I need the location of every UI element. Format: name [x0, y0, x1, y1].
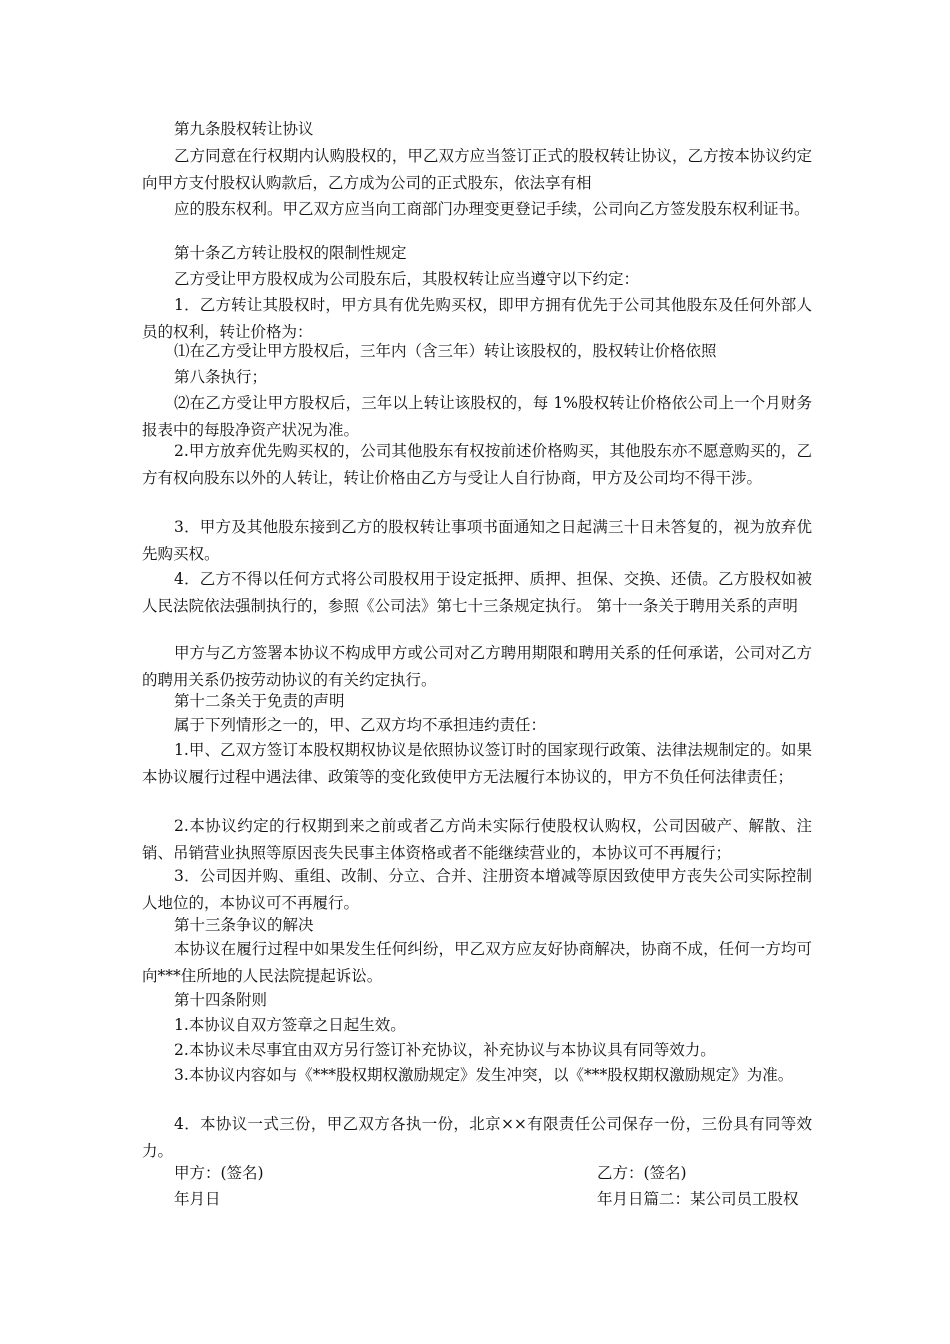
paragraph: 甲方与乙方签署本协议不构成甲方或公司对乙方聘用期限和聘用关系的任何承诺，公司对乙方的聘用关系仍按劳动协议的有关约定执行。 [142, 644, 812, 689]
paragraph: 3.本协议内容如与《***股权期权激励规定》发生冲突，以《***股权期权激励规定》为准。 [174, 1066, 794, 1084]
paragraph: 2.本协议约定的行权期到来之前或者乙方尚未实际行使股权认购权，公司因破产、解散、注销、吊销营业执照等原因丧失民事主体资格或者不能继续营业的，本协议可不再履行； [142, 817, 812, 862]
paragraph: 1．乙方转让其股权时，甲方具有优先购买权，即甲方拥有优先于公司其他股东及任何外部人员的权利，转让价格为： [142, 296, 812, 341]
paragraph: 乙方受让甲方股权成为公司股东后，其股权转让应当遵守以下约定： [174, 270, 640, 288]
paragraph: 1.本协议自双方签章之日起生效。 [174, 1016, 406, 1034]
paragraph: 3．公司因并购、重组、改制、分立、合并、注册资本增减等原因致使甲方丧失公司实际控制人地位的，本协议可不再履行。 [142, 867, 812, 912]
party-a-date: 年月日 [174, 1190, 221, 1208]
paragraph: 2.甲方放弃优先购买权的，公司其他股东有权按前述价格购买，其他股东亦不愿意购买的，乙方有权向股东以外的人转让，转让价格由乙方与受让人自行协商，甲方及公司均不得干涉。 [142, 442, 812, 487]
section-12-heading: 第十二条关于免责的声明 [174, 692, 345, 710]
paragraph: 1.甲、乙双方签订本股权期权协议是依照协议签订时的国家现行政策、法律法规制定的。如果本协议履行过程中遇法律、政策等的变化致使甲方无法履行本协议的，甲方不负任何法律责任； [142, 741, 812, 786]
paragraph: 本协议在履行过程中如果发生任何纠纷，甲乙双方应友好协商解决，协商不成，任何一方均可向***住所地的人民法院提起诉讼。 [142, 940, 812, 985]
section-13-heading: 第十三条争议的解决 [174, 916, 314, 934]
section-10-heading: 第十条乙方转让股权的限制性规定 [174, 244, 407, 262]
paragraph: 第八条执行； [174, 368, 268, 386]
paragraph: 属于下列情形之一的，甲、乙双方均不承担违约责任： [174, 716, 547, 734]
paragraph: 4．本协议一式三份，甲乙双方各执一份，北京××有限责任公司保存一份，三份具有同等效力。 [142, 1115, 812, 1160]
paragraph: ⑵在乙方受让甲方股权后，三年以上转让该股权的，每 1%股权转让价格依公司上一个月财务报表中的每股净资产状况为准。 [142, 394, 812, 439]
party-b-signature: 乙方：(签名) [597, 1164, 687, 1182]
party-b-date: 年月日篇二：某公司员工股权 [597, 1190, 799, 1208]
paragraph: 2.本协议未尽事宜由双方另行签订补充协议，补充协议与本协议具有同等效力。 [174, 1041, 716, 1059]
paragraph: 乙方同意在行权期内认购股权的，甲乙双方应当签订正式的股权转让协议，乙方按本协议约定向甲方支付股权认购款后，乙方成为公司的正式股东，依法享有相 [142, 147, 812, 192]
paragraph: 3．甲方及其他股东接到乙方的股权转让事项书面通知之日起满三十日未答复的，视为放弃优先购买权。 [142, 518, 812, 563]
paragraph: 4．乙方不得以任何方式将公司股权用于设定抵押、质押、担保、交换、还债。乙方股权如被人民法院依法强制执行的，参照《公司法》第七十三条规定执行。 第十一条关于聘用关系的声明 [142, 570, 812, 615]
section-9-heading: 第九条股权转让协议 [174, 120, 314, 138]
section-14-heading: 第十四条附则 [174, 991, 268, 1009]
paragraph: 应的股东权利。甲乙双方应当向工商部门办理变更登记手续，公司向乙方签发股东权利证书。 [174, 200, 810, 218]
paragraph: ⑴在乙方受让甲方股权后，三年内（含三年）转让该股权的，股权转让价格依照 [174, 342, 717, 360]
party-a-signature: 甲方：(签名) [174, 1164, 264, 1182]
